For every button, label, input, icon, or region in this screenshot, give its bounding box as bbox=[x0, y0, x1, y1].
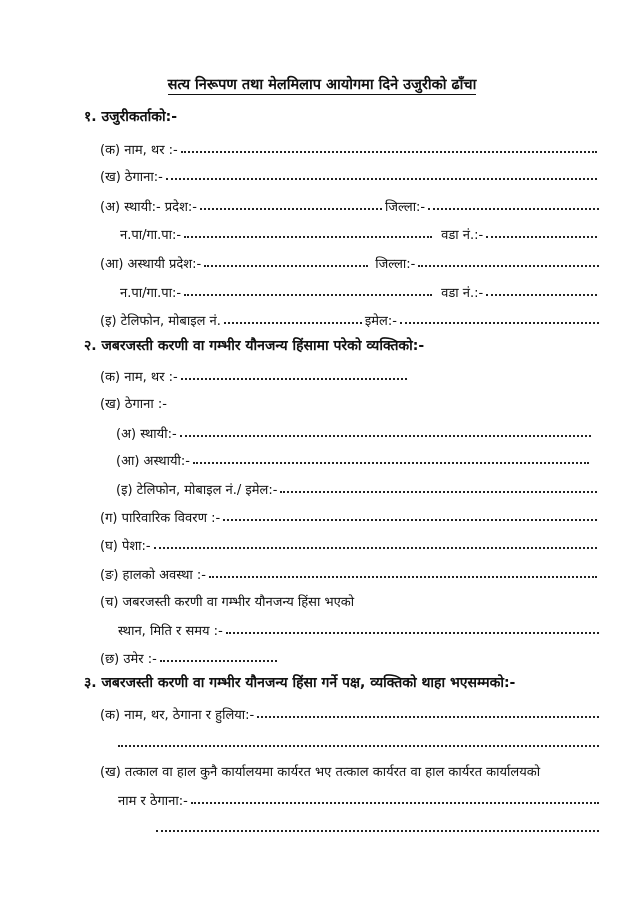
permanent-municipality-label: न.पा/गा.पा:- bbox=[120, 228, 182, 243]
complainant-name-label: (क) नाम, थर :- bbox=[100, 143, 178, 158]
victim-occupation-row bbox=[100, 532, 600, 554]
victim-condition-row bbox=[100, 561, 600, 583]
permanent-province-label: (अ) स्थायी:- प्रदेश:- bbox=[100, 200, 197, 215]
incident-place-field[interactable] bbox=[226, 632, 599, 634]
perpetrator-name-field[interactable] bbox=[257, 716, 599, 718]
victim-condition-label: (ङ) हालको अवस्था :- bbox=[100, 568, 206, 583]
complainant-temporary-municipality-row bbox=[120, 279, 600, 301]
temporary-province-label: (आ) अस्थायी प्रदेश:- bbox=[100, 257, 202, 272]
temporary-municipality-field[interactable] bbox=[184, 294, 432, 296]
temporary-district-field[interactable] bbox=[418, 265, 599, 267]
temporary-municipality-label: न.पा/गा.पा:- bbox=[120, 286, 182, 301]
complainant-phone-label: (इ) टेलिफोन, मोबाइल नं. bbox=[100, 314, 221, 329]
temporary-ward-field[interactable] bbox=[486, 294, 597, 296]
perpetrator-office-row bbox=[100, 758, 610, 780]
perpetrator-office-continued-field[interactable] bbox=[156, 830, 599, 832]
complainant-email-label: इमेल:- bbox=[364, 314, 397, 329]
complainant-name-row bbox=[100, 136, 600, 158]
perpetrator-office-name-label: नाम र ठेगाना:- bbox=[118, 794, 188, 809]
incident-label: (च) जबरजस्ती करणी वा गम्भीर यौनजन्य हिंसा भएको bbox=[100, 595, 355, 610]
perpetrator-name-row bbox=[100, 701, 602, 723]
perpetrator-office-continued-row bbox=[156, 815, 602, 837]
section-2-heading: २. जबरजस्ती करणी वा गम्भीर यौनजन्य हिंसामा परेको व्यक्तिको:- bbox=[84, 338, 425, 354]
permanent-province-field[interactable] bbox=[200, 208, 382, 210]
victim-permanent-label: (अ) स्थायी:- bbox=[116, 427, 177, 442]
victim-family-row bbox=[100, 504, 600, 526]
incident-row bbox=[100, 588, 600, 610]
victim-permanent-row bbox=[116, 420, 594, 442]
complainant-phone-field[interactable] bbox=[224, 322, 362, 324]
complainant-permanent-municipality-row bbox=[120, 221, 600, 243]
complainant-address-row bbox=[100, 163, 600, 185]
temporary-ward-label: वडा नं.:- bbox=[441, 286, 484, 301]
victim-address-row bbox=[100, 390, 300, 412]
form-title: सत्य निरूपण तथा मेलमिलाप आयोगमा दिने उजुरीको ढाँचा bbox=[167, 77, 477, 93]
complainant-email-field[interactable] bbox=[400, 322, 599, 324]
complainant-contact-row bbox=[100, 307, 602, 329]
permanent-ward-label: वडा नं.:- bbox=[441, 228, 484, 243]
perpetrator-office-label: (ख) तत्काल वा हाल कुनै कार्यालयमा कार्यरत भए तत्काल कार्यरत वा हाल कार्यरत कार्यालयको bbox=[100, 765, 541, 780]
victim-address-label: (ख) ठेगाना :- bbox=[100, 397, 167, 412]
victim-age-row bbox=[100, 645, 280, 667]
perpetrator-name-continued-row bbox=[118, 730, 602, 752]
permanent-district-label: जिल्ला:- bbox=[385, 200, 426, 215]
permanent-district-field[interactable] bbox=[428, 208, 599, 210]
complainant-name-field[interactable] bbox=[181, 151, 597, 153]
perpetrator-office-name-row bbox=[118, 787, 602, 809]
perpetrator-name-label: (क) नाम, थर, ठेगाना र हुलिया:- bbox=[100, 708, 255, 723]
incident-place-label: स्थान, मिति र समय :- bbox=[118, 624, 223, 639]
permanent-municipality-field[interactable] bbox=[184, 236, 432, 238]
victim-condition-field[interactable] bbox=[209, 576, 597, 578]
victim-contact-row bbox=[116, 476, 600, 498]
perpetrator-name-continued-field[interactable] bbox=[118, 745, 599, 747]
victim-temporary-field[interactable] bbox=[193, 462, 589, 464]
complainant-address-label: (ख) ठेगाना:- bbox=[100, 170, 163, 185]
temporary-district-label: जिल्ला:- bbox=[375, 257, 416, 272]
section-1-heading: १. उजुरीकर्ताको:- bbox=[84, 109, 178, 125]
victim-occupation-label: (घ) पेशा:- bbox=[100, 539, 151, 554]
victim-age-field[interactable] bbox=[160, 660, 277, 662]
victim-name-field[interactable] bbox=[181, 378, 407, 380]
victim-occupation-field[interactable] bbox=[154, 547, 597, 549]
permanent-ward-field[interactable] bbox=[486, 236, 597, 238]
victim-contact-label: (इ) टेलिफोन, मोबाइल नं./ इमेल:- bbox=[116, 483, 278, 498]
victim-temporary-row bbox=[116, 447, 592, 469]
temporary-province-field[interactable] bbox=[204, 265, 368, 267]
victim-contact-field[interactable] bbox=[280, 491, 597, 493]
victim-name-label: (क) नाम, थर :- bbox=[100, 370, 178, 385]
perpetrator-office-name-field[interactable] bbox=[191, 802, 599, 804]
complainant-temporary-row bbox=[100, 250, 602, 272]
victim-family-label: (ग) पारिवारिक विवरण :- bbox=[100, 511, 221, 526]
incident-place-row bbox=[118, 617, 602, 639]
victim-permanent-field[interactable] bbox=[180, 435, 591, 437]
complainant-permanent-row bbox=[100, 193, 602, 215]
victim-age-label: (छ) उमेर :- bbox=[100, 652, 157, 667]
victim-name-row bbox=[100, 363, 410, 385]
section-3-heading: ३. जबरजस्ती करणी वा गम्भीर यौनजन्य हिंसा गर्ने पक्ष, व्यक्तिको थाहा भएसम्मको:- bbox=[84, 675, 516, 691]
complainant-address-field[interactable] bbox=[166, 178, 597, 180]
victim-family-field[interactable] bbox=[223, 519, 597, 521]
victim-temporary-label: (आ) अस्थायी:- bbox=[116, 454, 190, 469]
